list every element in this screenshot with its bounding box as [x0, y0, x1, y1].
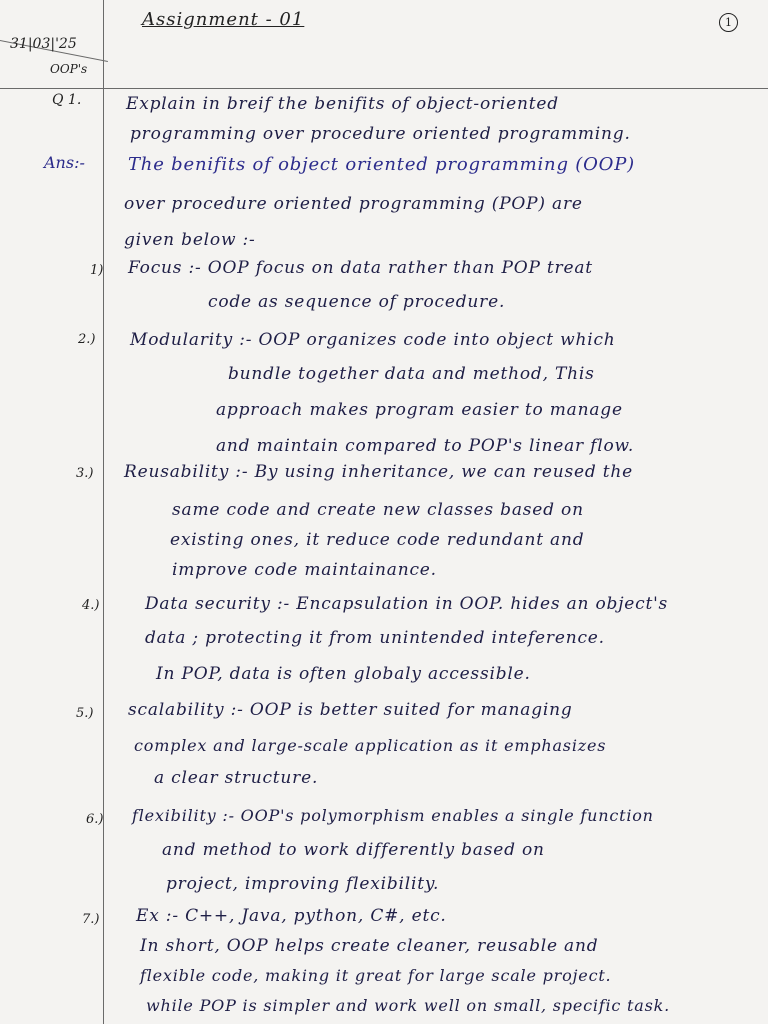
- assignment-title: Assignment - 01: [142, 9, 305, 30]
- conclusion-line: while POP is simpler and work well on small, specific task.: [146, 996, 671, 1015]
- point-line: Data security :- Encapsulation in OOP. hides an object's: [145, 594, 669, 614]
- point-line: and method to work differently based on: [162, 840, 545, 860]
- point-number: 3.): [76, 466, 94, 481]
- conclusion-line: flexible code, making it great for large scale project.: [140, 966, 612, 985]
- header-rule: [0, 88, 768, 89]
- point-number: 4.): [82, 598, 100, 613]
- point-line: Reusability :- By using inheritance, we can reused the: [124, 462, 633, 482]
- point-line: existing ones, it reduce code redundant and: [170, 530, 585, 550]
- point-line: Ex :- C++, Java, python, C#, etc.: [136, 906, 447, 926]
- point-line: bundle together data and method, This: [228, 364, 595, 384]
- point-number: 7.): [82, 912, 100, 927]
- point-number: 5.): [76, 706, 94, 721]
- conclusion-line: In short, OOP helps create cleaner, reusable and: [140, 936, 599, 956]
- point-number: 1): [90, 263, 104, 278]
- margin-line: [103, 0, 104, 1024]
- point-number: 2.): [78, 332, 96, 347]
- point-line: complex and large-scale application as it emphasizes: [134, 736, 607, 755]
- answer-label: Ans:-: [44, 153, 85, 172]
- point-number: 6.): [86, 812, 104, 827]
- subject: OOP's: [50, 62, 88, 76]
- point-line: code as sequence of procedure.: [208, 292, 506, 312]
- point-line: Focus :- OOP focus on data rather than POP treat: [128, 258, 593, 278]
- question-line: programming over procedure oriented programming.: [130, 124, 631, 144]
- point-line: data ; protecting it from unintended inteference.: [145, 628, 605, 648]
- point-line: In POP, data is often globaly accessible.: [156, 664, 531, 684]
- point-line: project, improving flexibility.: [166, 874, 440, 894]
- point-line: improve code maintainance.: [172, 560, 437, 580]
- answer-intro-line: The benifits of object oriented programming (OOP): [128, 154, 635, 175]
- point-line: Modularity :- OOP organizes code into object which: [130, 330, 616, 350]
- page-number: 1: [719, 13, 738, 32]
- question-number: Q 1.: [52, 92, 82, 108]
- question-line: Explain in breif the benifits of object-oriented: [126, 94, 559, 114]
- point-line: a clear structure.: [154, 768, 319, 788]
- point-line: and maintain compared to POP's linear flow.: [216, 436, 635, 456]
- point-line: flexibility :- OOP's polymorphism enables a single function: [132, 806, 654, 825]
- point-line: approach makes program easier to manage: [216, 400, 623, 420]
- point-line: scalability :- OOP is better suited for managing: [128, 700, 573, 720]
- answer-intro-line: over procedure oriented programming (POP) are: [124, 194, 583, 214]
- date: 31|03|'25: [10, 36, 77, 52]
- answer-intro-line: given below :-: [124, 230, 256, 250]
- point-line: same code and create new classes based on: [172, 500, 584, 520]
